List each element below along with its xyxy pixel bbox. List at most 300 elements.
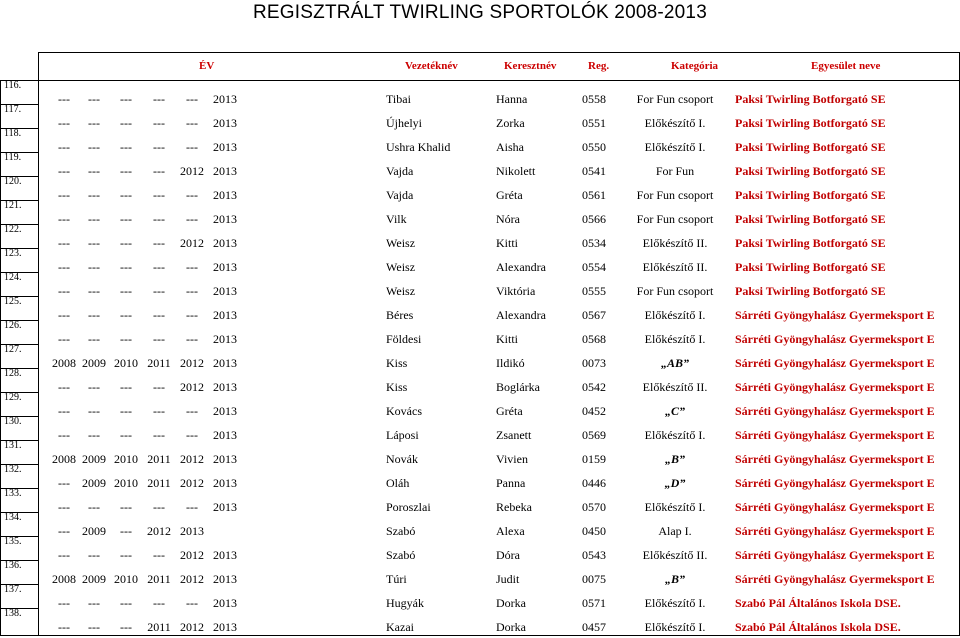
club-cell: Paksi Twirling Botforgató SE [735,92,886,106]
club-cell: Paksi Twirling Botforgató SE [735,284,886,298]
table-row [0,345,960,369]
category-cell: „B” [664,572,685,586]
reg-cell: 0446 [582,476,606,490]
year-cell: --- [153,116,165,130]
first-name-cell: Dóra [496,548,520,562]
year-cell: --- [120,596,132,610]
year-cell: --- [186,428,198,442]
year-cell: 2009 [82,524,106,538]
header-egyesulet: Egyesület neve [811,60,881,72]
table-row [0,201,960,225]
year-cell: --- [153,428,165,442]
year-cell: 2013 [213,596,237,610]
year-cell: --- [88,500,100,514]
year-cell: --- [88,332,100,346]
year-cell: --- [153,260,165,274]
year-cell: 2013 [213,356,237,370]
reg-cell: 0558 [582,92,606,106]
last-name-cell: Tibai [386,92,411,106]
row-number: 131. [4,440,22,451]
last-name-cell: Weisz [386,236,416,250]
club-cell: Paksi Twirling Botforgató SE [735,116,886,130]
year-cell: --- [58,380,70,394]
category-cell: Előkészítő I. [644,332,706,346]
year-cell: --- [153,596,165,610]
table-row [0,417,960,441]
first-name-cell: Gréta [496,404,523,418]
year-cell: 2013 [213,236,237,250]
year-cell: --- [120,164,132,178]
year-cell: --- [153,332,165,346]
table-row [0,81,960,105]
year-cell: 2013 [213,620,237,634]
year-cell: --- [186,260,198,274]
year-cell: 2013 [213,188,237,202]
last-name-cell: Vilk [386,212,407,226]
year-cell: --- [120,140,132,154]
last-name-cell: Kovács [386,404,422,418]
first-name-cell: Gréta [496,188,523,202]
table-row [0,105,960,129]
year-cell: 2012 [180,452,204,466]
year-cell: --- [153,236,165,250]
year-cell: --- [88,140,100,154]
club-cell: Paksi Twirling Botforgató SE [735,188,886,202]
year-cell: 2013 [213,548,237,562]
row-number: 124. [4,272,22,283]
year-cell: 2012 [180,356,204,370]
category-cell: For Fun csoport [636,188,714,202]
year-cell: --- [58,260,70,274]
first-name-cell: Kitti [496,332,519,346]
year-cell: 2013 [213,572,237,586]
last-name-cell: Vajda [386,164,414,178]
category-cell: Előkészítő I. [644,596,706,610]
year-cell: --- [58,332,70,346]
year-cell: --- [120,332,132,346]
year-cell: --- [58,476,70,490]
category-cell: Előkészítő II. [642,548,708,562]
table-row [0,393,960,417]
table-row [0,273,960,297]
year-cell: --- [88,92,100,106]
first-name-cell: Zsanett [496,428,532,442]
year-cell: --- [88,428,100,442]
category-cell: Előkészítő I. [644,308,706,322]
first-name-cell: Zorka [496,116,525,130]
last-name-cell: Szabó [386,524,416,538]
year-cell: 2009 [82,452,106,466]
year-cell: --- [120,548,132,562]
year-cell: 2010 [114,452,138,466]
reg-cell: 0555 [582,284,606,298]
club-cell: Szabó Pál Általános Iskola DSE. [735,596,901,610]
last-name-cell: Kiss [386,356,408,370]
year-cell: --- [120,380,132,394]
year-cell: --- [153,284,165,298]
club-cell: Sárréti Gyöngyhalász Gyermeksport E [735,572,935,586]
year-cell: 2013 [213,428,237,442]
category-cell: Előkészítő I. [644,140,706,154]
last-name-cell: Weisz [386,260,416,274]
year-cell: --- [120,500,132,514]
reg-cell: 0542 [582,380,606,394]
first-name-cell: Nóra [496,212,520,226]
year-cell: --- [186,404,198,418]
club-cell: Paksi Twirling Botforgató SE [735,260,886,274]
table-row [0,249,960,273]
year-cell: 2013 [213,212,237,226]
row-number: 136. [4,560,22,571]
year-cell: 2010 [114,572,138,586]
year-cell: 2008 [52,572,76,586]
year-cell: --- [58,596,70,610]
year-cell: --- [120,260,132,274]
reg-cell: 0452 [582,404,606,418]
year-cell: --- [186,188,198,202]
club-cell: Paksi Twirling Botforgató SE [735,164,886,178]
year-cell: --- [58,92,70,106]
club-cell: Sárréti Gyöngyhalász Gyermeksport E [735,356,935,370]
first-name-cell: Ildikó [496,356,525,370]
table-row [0,177,960,201]
year-cell: --- [120,284,132,298]
year-cell: --- [153,188,165,202]
row-number: 121. [4,200,22,211]
table-row [0,369,960,393]
table-row [0,561,960,585]
last-name-cell: Béres [386,308,414,322]
year-cell: 2012 [180,236,204,250]
table-row [0,513,960,537]
year-cell: 2009 [82,356,106,370]
page-title: REGISZTRÁLT TWIRLING SPORTOLÓK 2008-2013 [253,2,707,23]
year-cell: --- [120,404,132,418]
year-cell: 2013 [213,332,237,346]
last-name-cell: Poroszlai [386,500,431,514]
year-cell: --- [120,92,132,106]
year-cell: --- [153,404,165,418]
year-cell: 2012 [180,548,204,562]
year-cell: --- [58,404,70,418]
row-number: 120. [4,176,22,187]
reg-cell: 0543 [582,548,606,562]
last-name-cell: Szabó [386,548,416,562]
year-cell: 2009 [82,476,106,490]
row-number: 125. [4,296,22,307]
year-cell: --- [153,500,165,514]
year-cell: --- [58,524,70,538]
year-cell: 2011 [147,356,171,370]
club-cell: Paksi Twirling Botforgató SE [735,236,886,250]
first-name-cell: Boglárka [496,380,540,394]
year-cell: 2013 [213,284,237,298]
category-cell: Előkészítő II. [642,236,708,250]
year-cell: 2013 [213,260,237,274]
table-row [0,441,960,465]
last-name-cell: Kiss [386,380,408,394]
reg-cell: 0159 [582,452,606,466]
reg-cell: 0073 [582,356,606,370]
year-cell: --- [120,524,132,538]
category-cell: „B” [664,452,685,466]
first-name-cell: Rebeka [496,500,532,514]
header-reg: Reg. [588,60,610,72]
year-cell: 2013 [213,380,237,394]
header-keresztnev: Keresztnév [504,60,557,72]
reg-cell: 0534 [582,236,606,250]
reg-cell: 0551 [582,116,606,130]
last-name-cell: Földesi [386,332,422,346]
club-cell: Sárréti Gyöngyhalász Gyermeksport E [735,428,935,442]
reg-cell: 0541 [582,164,606,178]
first-name-cell: Dorka [496,596,526,610]
header-kategoria: Kategória [671,60,719,72]
year-cell: --- [88,116,100,130]
year-cell: --- [88,596,100,610]
year-cell: 2012 [180,620,204,634]
first-name-cell: Hanna [496,92,528,106]
category-cell: For Fun csoport [636,212,714,226]
reg-cell: 0450 [582,524,606,538]
row-number: 135. [4,536,22,547]
row-number: 132. [4,464,22,475]
last-name-cell: Újhelyi [386,116,422,130]
category-cell: „C” [664,404,685,418]
year-cell: 2013 [213,404,237,418]
category-cell: Előkészítő I. [644,500,706,514]
table-row [0,225,960,249]
table-row [0,321,960,345]
club-cell: Sárréti Gyöngyhalász Gyermeksport E [735,380,935,394]
first-name-cell: Nikolett [496,164,536,178]
first-name-cell: Kitti [496,236,519,250]
year-cell: --- [186,212,198,226]
year-cell: --- [186,308,198,322]
year-cell: --- [153,308,165,322]
year-cell: --- [58,164,70,178]
last-name-cell: Ushra Khalid [386,140,451,154]
year-cell: --- [58,188,70,202]
year-cell: --- [120,620,132,634]
year-cell: 2013 [180,524,204,538]
year-cell: 2008 [52,356,76,370]
table-row [0,465,960,489]
first-name-cell: Alexandra [496,308,546,322]
category-cell: For Fun csoport [636,92,714,106]
row-number: 129. [4,392,22,403]
reg-cell: 0570 [582,500,606,514]
first-name-cell: Judit [496,572,520,586]
club-cell: Sárréti Gyöngyhalász Gyermeksport E [735,332,935,346]
year-cell: --- [58,548,70,562]
year-cell: 2013 [213,140,237,154]
year-cell: --- [88,380,100,394]
year-cell: --- [120,428,132,442]
table-row [0,609,960,633]
row-number: 118. [4,128,22,139]
year-cell: 2010 [114,356,138,370]
year-cell: 2011 [147,476,171,490]
club-cell: Szabó Pál Általános Iskola DSE. [735,620,901,634]
year-cell: --- [58,116,70,130]
row-number: 128. [4,368,22,379]
first-name-cell: Dorka [496,620,526,634]
reg-cell: 0550 [582,140,606,154]
club-cell: Sárréti Gyöngyhalász Gyermeksport E [735,500,935,514]
year-cell: 2013 [213,452,237,466]
first-name-cell: Viktória [496,284,536,298]
year-cell: 2009 [82,572,106,586]
year-cell: --- [58,212,70,226]
year-cell: 2011 [147,572,171,586]
table-row [0,153,960,177]
last-name-cell: Hugyák [386,596,424,610]
header-vezeteknev: Vezetéknév [405,60,458,72]
club-cell: Sárréti Gyöngyhalász Gyermeksport E [735,476,935,490]
year-cell: --- [58,236,70,250]
year-cell: --- [153,380,165,394]
year-cell: 2011 [147,620,171,634]
year-cell: 2013 [213,308,237,322]
row-number: 116. [4,80,22,91]
year-cell: --- [120,308,132,322]
year-cell: --- [186,284,198,298]
year-cell: 2012 [147,524,171,538]
year-cell: --- [153,92,165,106]
year-cell: --- [88,308,100,322]
reg-cell: 0554 [582,260,606,274]
year-cell: --- [88,620,100,634]
first-name-cell: Aisha [496,140,524,154]
year-cell: --- [186,116,198,130]
club-cell: Paksi Twirling Botforgató SE [735,212,886,226]
year-cell: --- [186,500,198,514]
year-cell: 2010 [114,476,138,490]
club-cell: Sárréti Gyöngyhalász Gyermeksport E [735,524,935,538]
year-cell: 2013 [213,116,237,130]
category-cell: „AB” [660,356,689,370]
category-cell: „D” [664,476,686,490]
table-row [0,537,960,561]
category-cell: Előkészítő II. [642,380,708,394]
row-number: 133. [4,488,22,499]
year-cell: --- [120,116,132,130]
category-cell: Alap I. [658,524,692,538]
first-name-cell: Panna [496,476,526,490]
table-row [0,297,960,321]
year-cell: --- [88,260,100,274]
reg-cell: 0457 [582,620,606,634]
last-name-cell: Oláh [386,476,410,490]
year-cell: --- [186,596,198,610]
year-cell: --- [186,140,198,154]
year-cell: --- [58,428,70,442]
category-cell: Előkészítő I. [644,116,706,130]
year-cell: 2012 [180,476,204,490]
year-cell: --- [88,236,100,250]
last-name-cell: Weisz [386,284,416,298]
last-name-cell: Kazai [386,620,414,634]
year-cell: --- [120,212,132,226]
category-cell: Előkészítő II. [642,260,708,274]
year-cell: 2012 [180,572,204,586]
year-cell: --- [88,284,100,298]
reg-cell: 0569 [582,428,606,442]
reg-cell: 0561 [582,188,606,202]
year-cell: 2011 [147,452,171,466]
year-cell: --- [58,500,70,514]
year-cell: 2008 [52,452,76,466]
row-number: 117. [4,104,22,115]
row-number: 126. [4,320,22,331]
year-cell: --- [153,212,165,226]
year-cell: --- [186,332,198,346]
category-cell: Előkészítő I. [644,620,706,634]
year-cell: 2012 [180,164,204,178]
year-cell: 2013 [213,92,237,106]
club-cell: Sárréti Gyöngyhalász Gyermeksport E [735,308,935,322]
row-number: 138. [4,608,22,619]
year-cell: --- [153,548,165,562]
row-number: 119. [4,152,22,163]
club-cell: Sárréti Gyöngyhalász Gyermeksport E [735,452,935,466]
year-cell: --- [153,164,165,178]
first-name-cell: Vivien [496,452,528,466]
table-header [38,52,960,80]
club-cell: Sárréti Gyöngyhalász Gyermeksport E [735,548,935,562]
year-cell: --- [58,140,70,154]
year-cell: --- [58,620,70,634]
club-cell: Paksi Twirling Botforgató SE [735,140,886,154]
first-name-cell: Alexandra [496,260,546,274]
club-cell: Sárréti Gyöngyhalász Gyermeksport E [735,404,935,418]
reg-cell: 0075 [582,572,606,586]
reg-cell: 0566 [582,212,606,226]
year-cell: --- [120,236,132,250]
year-cell: --- [88,404,100,418]
row-number: 137. [4,584,22,595]
year-cell: 2013 [213,164,237,178]
reg-cell: 0571 [582,596,606,610]
row-number: 134. [4,512,22,523]
category-cell: Előkészítő I. [644,428,706,442]
last-name-cell: Vajda [386,188,414,202]
category-cell: For Fun csoport [636,284,714,298]
last-name-cell: Túri [386,572,407,586]
last-name-cell: Láposi [386,428,419,442]
year-cell: --- [58,284,70,298]
row-number: 127. [4,344,22,355]
header-ev: ÉV [199,60,215,72]
year-cell: --- [186,92,198,106]
row-number: 122. [4,224,22,235]
year-cell: --- [58,308,70,322]
year-cell: --- [88,212,100,226]
table-row [0,489,960,513]
year-cell: --- [153,140,165,154]
last-name-cell: Novák [386,452,418,466]
year-cell: 2013 [213,476,237,490]
row-number: 123. [4,248,22,259]
row-number: 130. [4,416,22,427]
first-name-cell: Alexa [496,524,525,538]
table-row [0,585,960,609]
year-cell: --- [88,164,100,178]
year-cell: 2013 [213,500,237,514]
year-cell: --- [88,548,100,562]
year-cell: --- [120,188,132,202]
